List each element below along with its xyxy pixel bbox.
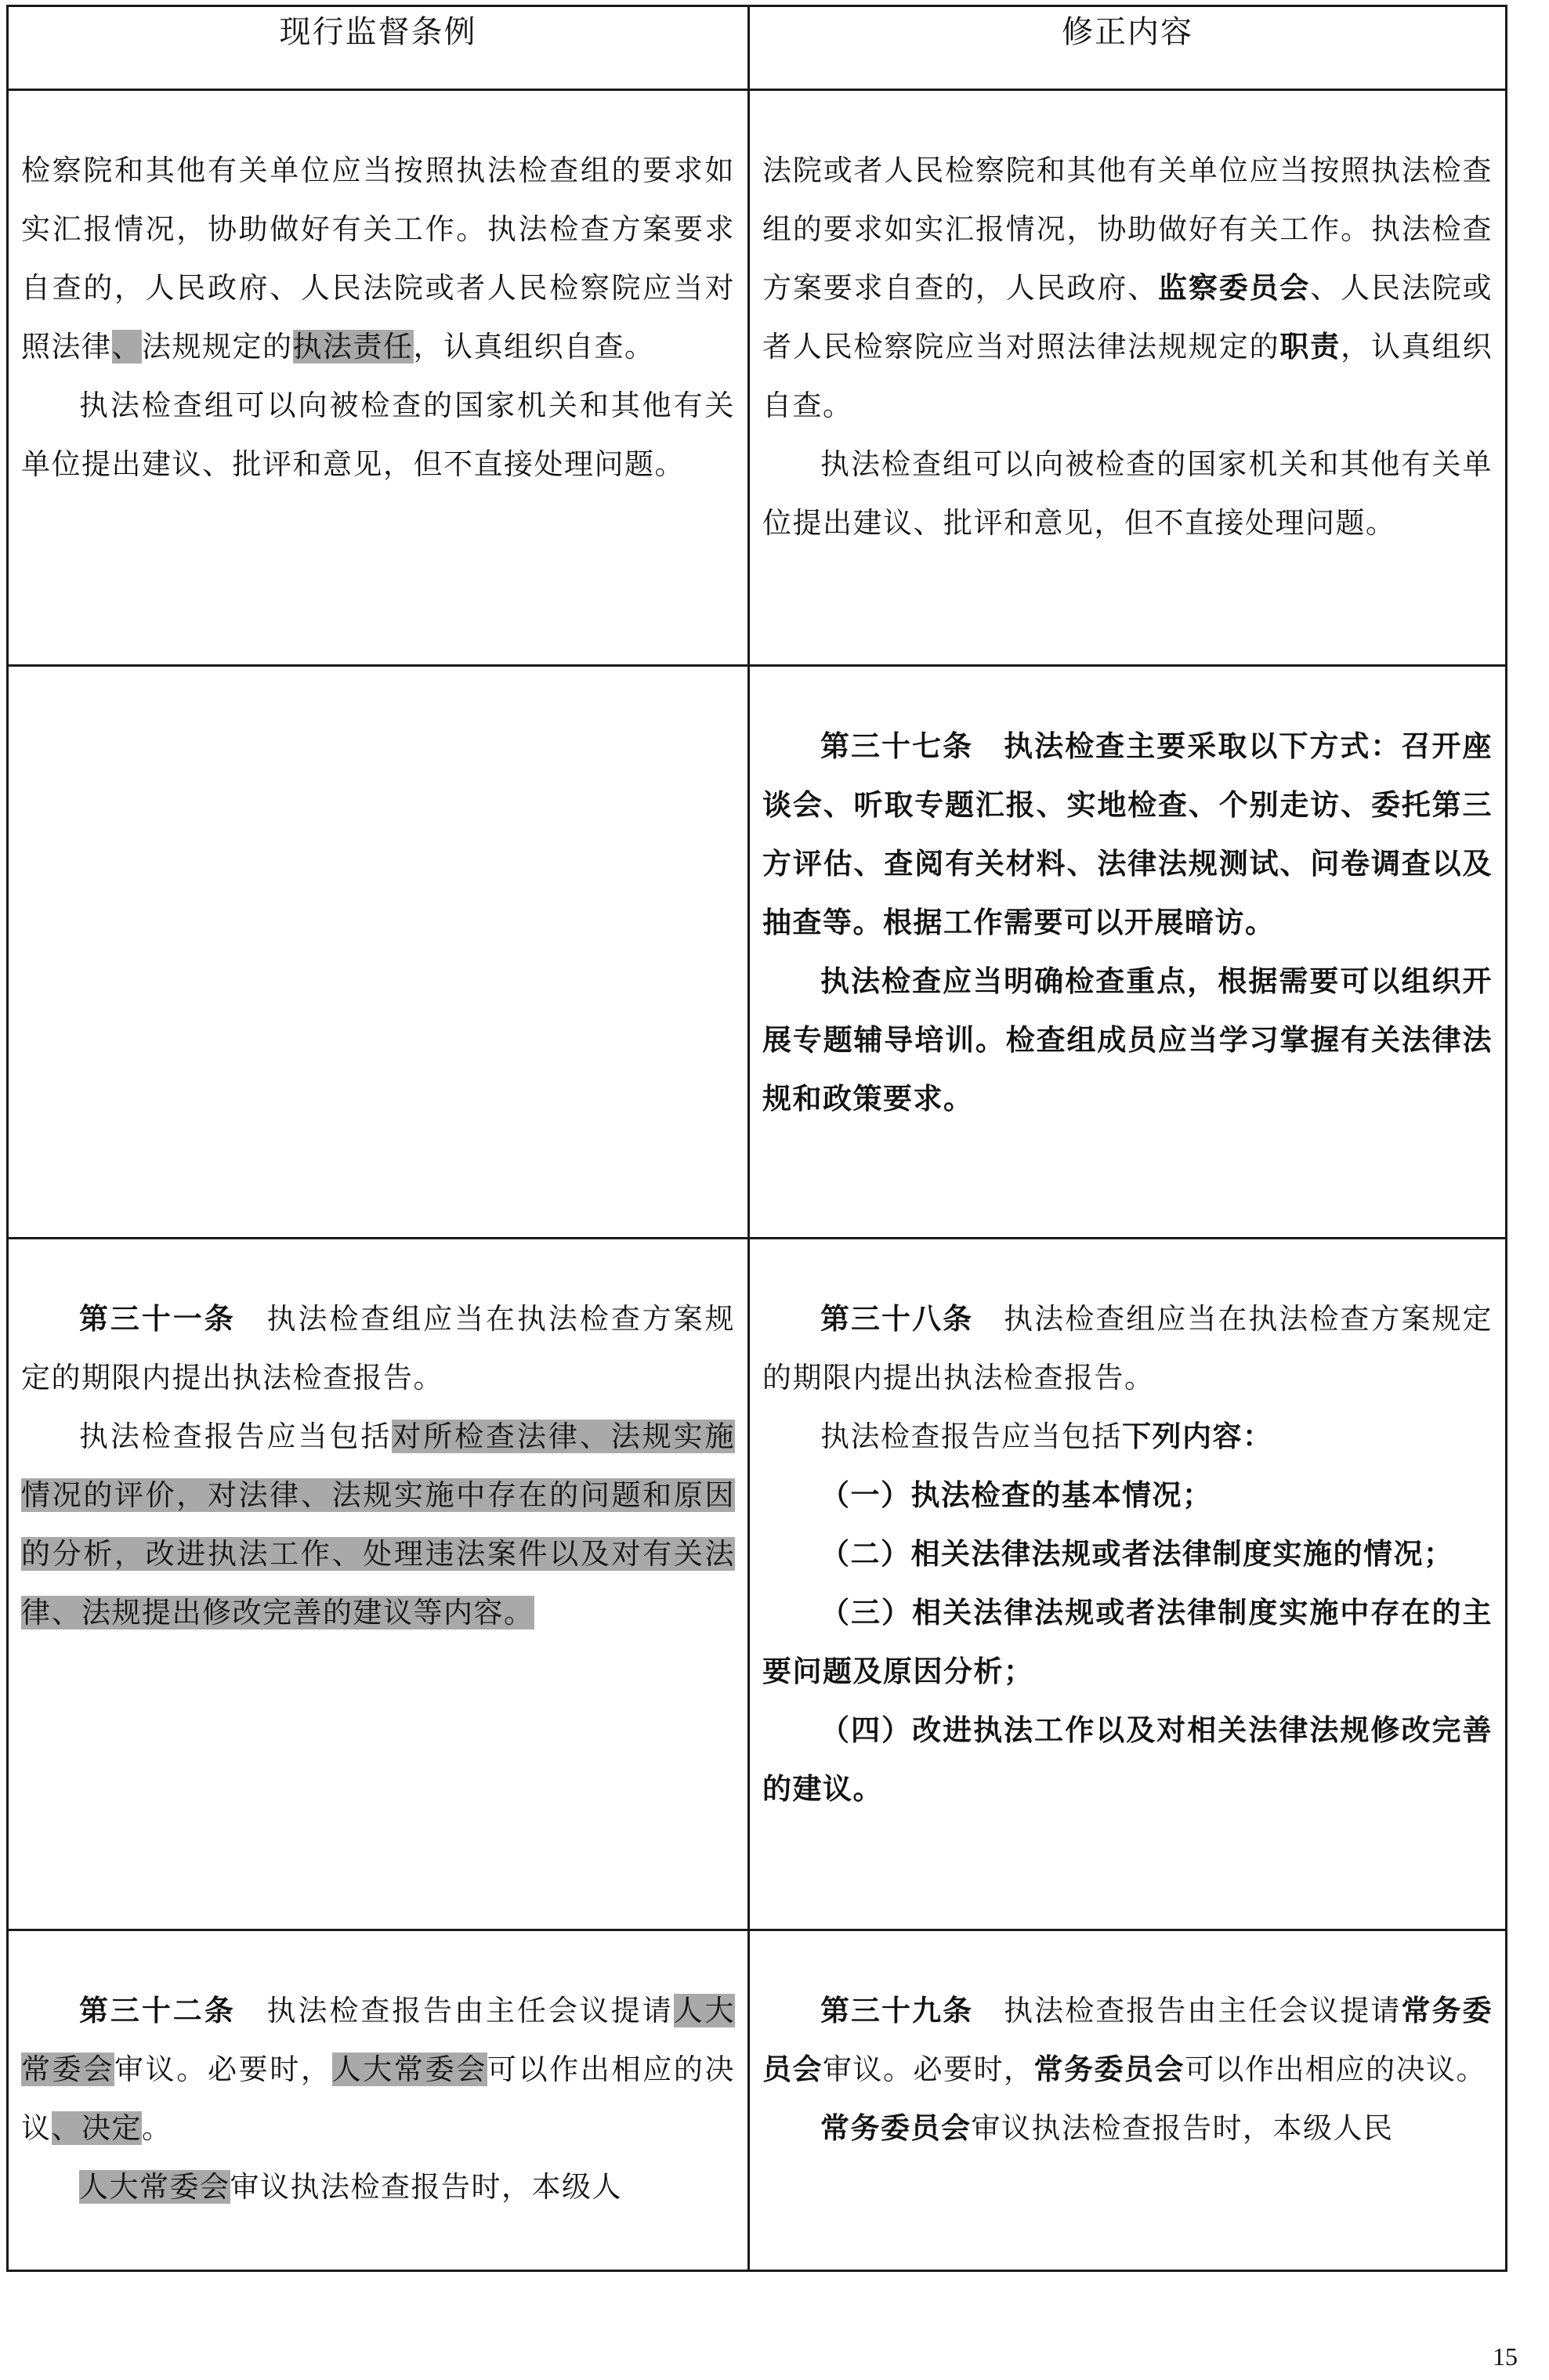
highlighted-text: 执法责任	[292, 330, 414, 364]
text-segment: 可以作出相应的决议	[21, 2053, 736, 2145]
highlighted-text: 、	[111, 330, 142, 364]
text-segment: 审议执法检查报告时，本级人	[230, 2170, 622, 2204]
table-row	[8, 90, 1507, 666]
revised-text: （三）相关法律法规或者法律制度实施中存在的主要问题及原因分析；	[762, 1596, 1493, 1688]
header-current: 现行监督条例	[8, 6, 749, 90]
paragraph	[21, 141, 735, 376]
text-segment: 可以作出相应的决议。	[1185, 2053, 1486, 2086]
text-segment: 审议。必要时，	[823, 2053, 1034, 2086]
text-segment: 执法检查报告应当包括	[79, 1420, 393, 1453]
highlighted-text: 人大常委会	[79, 2170, 230, 2204]
article-number: 第三十七条	[820, 729, 974, 763]
article-number: 第三十二条	[79, 1994, 236, 2027]
text-segment: 、人民法院或者人民检察院应当对照法律法规规定的	[762, 271, 1493, 364]
paragraph	[21, 2158, 735, 2216]
cell-current	[8, 1930, 749, 2271]
paragraph	[762, 952, 1493, 1128]
paragraph	[21, 1289, 735, 1407]
text-segment: 执法检查组可以向被检查的国家机关和其他有关单位提出建议、批评和意见，但不直接处理问题。	[762, 447, 1493, 540]
cell-revision	[749, 1930, 1507, 2271]
paragraph	[762, 1525, 1493, 1583]
paragraph	[21, 1981, 735, 2158]
text-segment: 法院或者人民检察院和其他有关单位应当按照执法检查组的要求如实汇报情况，协助做好有关工作。执法检查方案要求自查的，人民政府、	[762, 154, 1493, 305]
text-segment: ，认真组织自查。	[413, 330, 655, 364]
paragraph	[762, 1466, 1493, 1525]
revised-text: 职责	[1279, 330, 1341, 364]
page-number: 15	[1493, 2342, 1518, 2371]
table-row	[8, 1930, 1507, 2271]
paragraph	[762, 1407, 1493, 1466]
text-segment: 。	[142, 2111, 172, 2145]
article-number: 第三十九条	[820, 1994, 974, 2027]
revised-text: 监察委员会	[1158, 271, 1311, 305]
text-segment: 执法检查报告由主任会议提请	[973, 1994, 1402, 2027]
text-segment: 执法检查报告应当包括	[820, 1420, 1122, 1453]
revised-text: 执法检查主要采取以下方式：召开座谈会、听取专题汇报、实地检查、个别走访、委托第三方评估、查阅有关材料、法律法规测试、问卷调查以及抽查等。根据工作需要可以开展暗访。	[762, 729, 1493, 939]
revised-text: （二）相关法律法规或者法律制度实施的情况；	[820, 1537, 1454, 1571]
table-row	[8, 666, 1507, 1239]
text-segment: ，认真组织自查。	[762, 330, 1493, 422]
cell-current	[8, 1239, 749, 1930]
article-number: 第三十一条	[79, 1302, 236, 1336]
text-segment: 执法检查组应当在执法检查方案规定的期限内提出执法检查报告。	[762, 1302, 1493, 1394]
revised-text: 常务委员会	[820, 2111, 972, 2145]
text-segment: 法规规定的	[142, 330, 293, 364]
text-segment: 审议。必要时，	[114, 2053, 332, 2086]
text-segment: 执法检查报告由主任会议提请	[235, 1994, 674, 2027]
highlighted-text: 人大常委会	[331, 2053, 487, 2086]
article-number: 第三十八条	[820, 1302, 974, 1336]
paragraph	[762, 1583, 1493, 1701]
cell-revision	[749, 666, 1507, 1239]
paragraph	[762, 1981, 1493, 2099]
paragraph	[762, 141, 1493, 435]
revised-text: 执法检查应当明确检查重点，根据需要可以组织开展专题辅导培训。检查组成员应当学习掌握有关法律法规和政策要求。	[762, 964, 1493, 1116]
text-segment: 检察院和其他有关单位应当按照执法检查组的要求如实汇报情况，协助做好有关工作。执法检查方案要求自查的，人民政府、人民法院或者人民检察院应当对照法律	[21, 154, 735, 364]
revised-text: 下列内容：	[1122, 1420, 1273, 1453]
paragraph	[762, 1701, 1493, 1818]
paragraph	[762, 1289, 1493, 1407]
revised-text: （一）执法检查的基本情况；	[820, 1478, 1213, 1512]
text-segment: 执法检查组可以向被检查的国家机关和其他有关单位提出建议、批评和意见，但不直接处理问题。	[21, 389, 735, 481]
paragraph	[762, 2099, 1493, 2158]
header-revision: 修正内容	[749, 6, 1507, 90]
comparison-table	[6, 5, 1507, 2272]
revised-text: 常务委员会	[1033, 2053, 1185, 2086]
highlighted-text: 、决定	[51, 2111, 142, 2145]
highlighted-text: 对所检查法律、法规实施情况的评价，对法律、法规实施中存在的问题和原因的分析，改进执法工作、处理违法案件以及对有关法律、法规提出修改完善的建议等内容。	[21, 1420, 735, 1629]
cell-current	[8, 666, 749, 1239]
table-row	[8, 1239, 1507, 1930]
text-segment: 执法检查组应当在执法检查方案规定的期限内提出执法检查报告。	[21, 1302, 735, 1394]
paragraph	[762, 717, 1493, 952]
cell-revision	[749, 1239, 1507, 1930]
paragraph	[762, 435, 1493, 552]
paragraph	[21, 1407, 735, 1642]
header-row	[8, 6, 1507, 90]
revised-text: 常务委员会	[762, 1994, 1493, 2086]
text-segment: 审议执法检查报告时，本级人民	[971, 2111, 1394, 2145]
paragraph	[21, 376, 735, 494]
highlighted-text: 人大常委会	[21, 1994, 736, 2086]
cell-current	[8, 90, 749, 666]
revised-text: （四）改进执法工作以及对相关法律法规修改完善的建议。	[762, 1713, 1493, 1806]
cell-revision	[749, 90, 1507, 666]
